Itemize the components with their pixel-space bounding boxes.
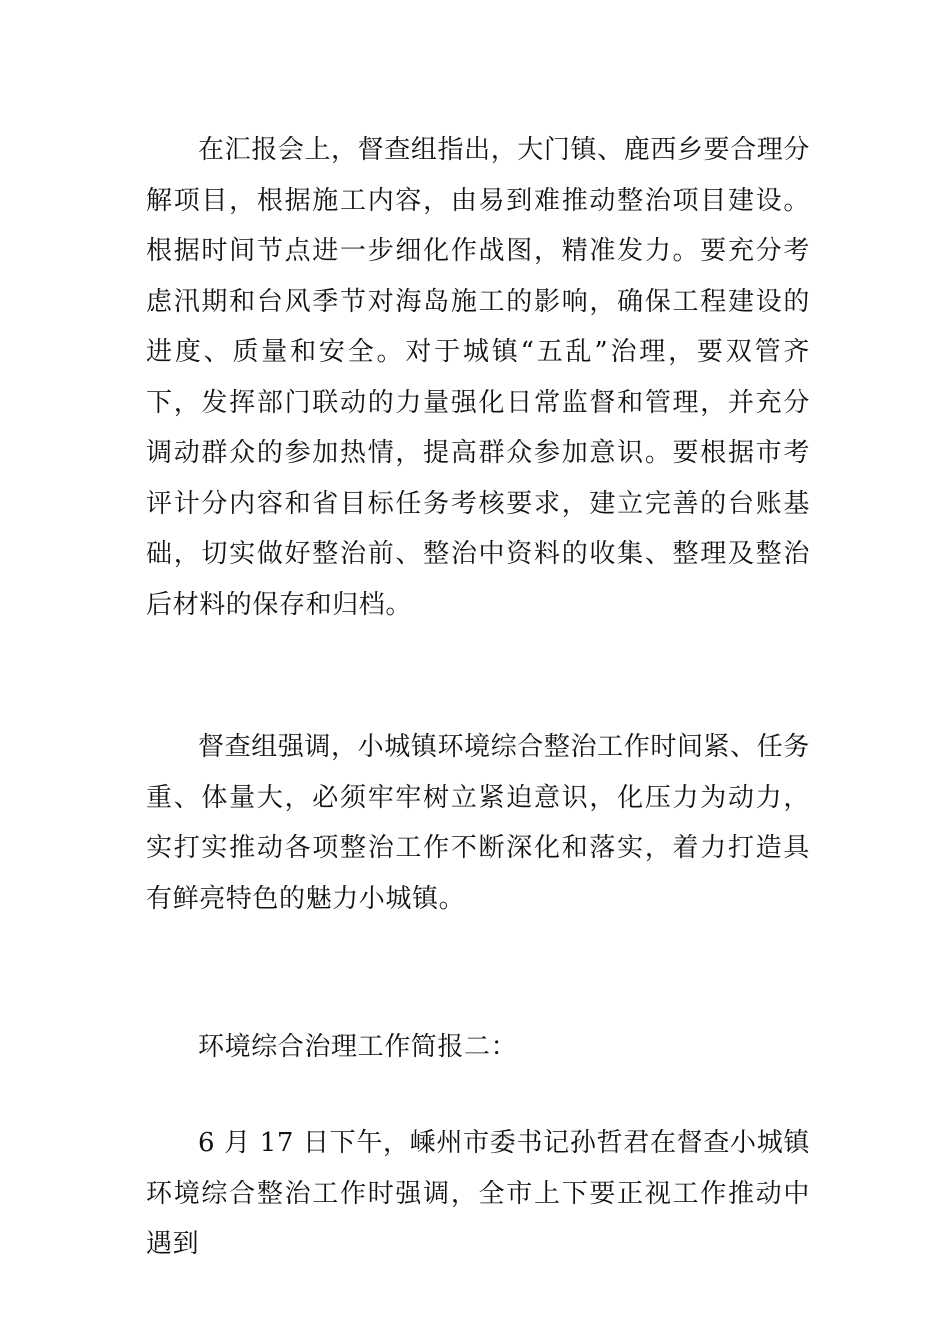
paragraph-june-17: 6 月 17 日下午，嵊州市委书记孙哲君在督查小城镇环境综合整治工作时强调，全市上下要正视工作推动中遇到 [146, 1128, 810, 1259]
paragraph-report-meeting: 在汇报会上，督查组指出，大门镇、鹿西乡要合理分解项目，根据施工内容，由易到难推动整治项目建设。根据时间节点进一步细化作战图，精准发力。要充分考虑汛期和台风季节对海岛施工的影响，确保工程建设的进度、质量和安全。对于城镇“五乱”治理，要双管齐下，发挥部门联动的力量强化日常监督和管理，并充分调动群众的参加热情，提高群众参加意识。要根据市考评计分内容和省目标任务考核要求，建立完善的台账基础，切实做好整治前、整治中资料的收集、整理及整治后材料的保存和归档。 [146, 135, 810, 620]
paragraph-inspection-emphasis: 督查组强调，小城镇环境综合整治工作时间紧、任务重、体量大，必须牢牢树立紧迫意识，化压力为动力，实打实推动各项整治工作不断深化和落实，着力打造具有鲜亮特色的魅力小城镇。 [146, 732, 810, 914]
section-heading-briefing-two: 环境综合治理工作简报二： [198, 1032, 518, 1062]
